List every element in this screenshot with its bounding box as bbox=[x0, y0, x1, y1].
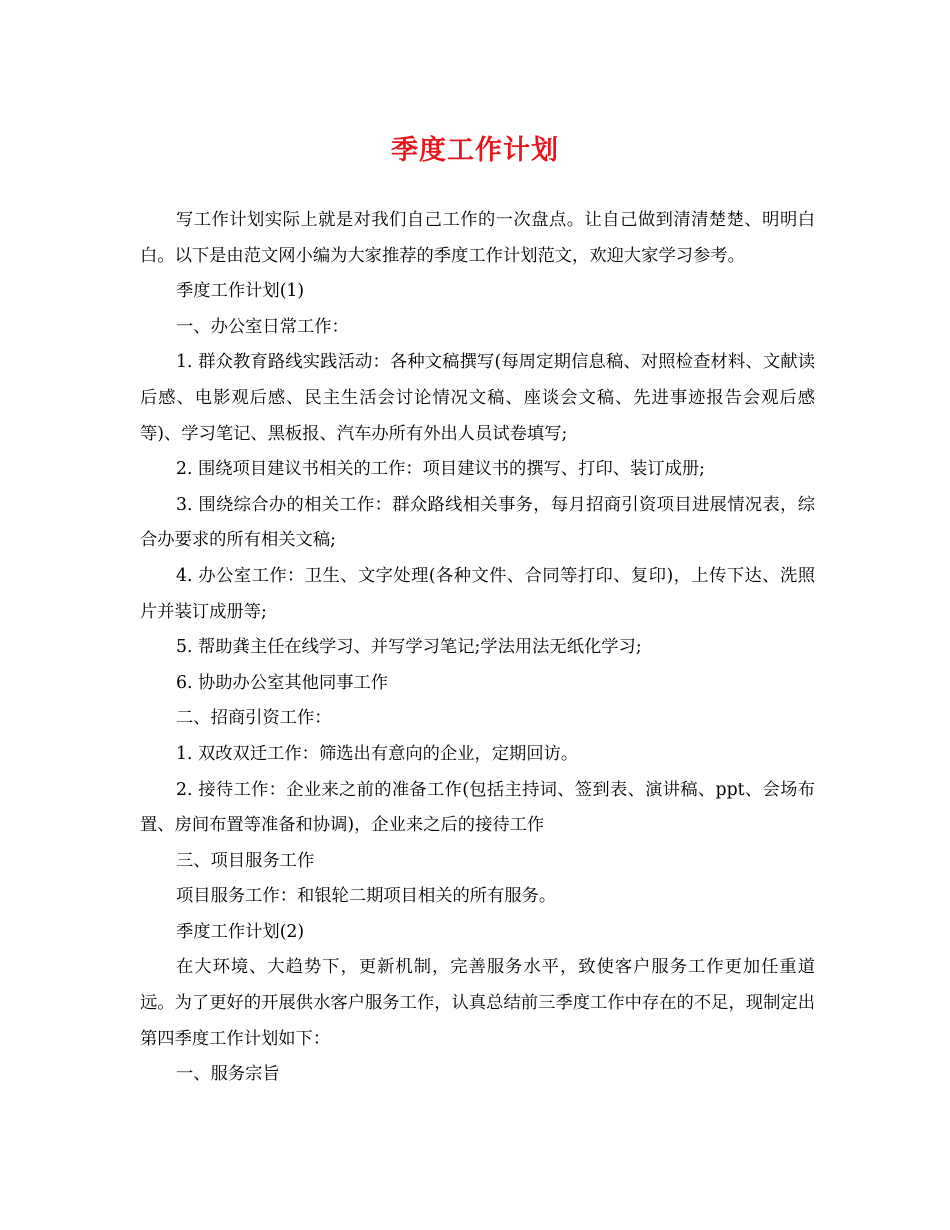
list-item: 6. 协助办公室其他同事工作 bbox=[176, 672, 389, 693]
subsection-heading-service-purpose: 一、服务宗旨 bbox=[176, 1064, 280, 1085]
document-body bbox=[140, 203, 815, 1093]
subsection-heading-investment: 二、招商引资工作： bbox=[176, 708, 332, 729]
list-item: 2. 围绕项目建议书相关的工作：项目建议书的撰写、打印、装订成册; bbox=[176, 459, 705, 480]
body-paragraph: 在大环境、大趋势下，更新机制，完善服务水平，致使客户服务工作更加任重道远。为了更好的开展供水客户服务工作，认真总结前三季度工作中存在的不足，现制定出第四季度工作计划如下： bbox=[140, 957, 815, 1049]
subsection-heading-office-work: 一、办公室日常工作： bbox=[176, 316, 349, 337]
intro-paragraph: 写工作计划实际上就是对我们自己工作的一次盘点。让自己做到清清楚楚、明明白白。以下是由范文网小编为大家推荐的季度工作计划范文，欢迎大家学习参考。 bbox=[140, 210, 815, 266]
body-paragraph: 项目服务工作：和银轮二期项目相关的所有服务。 bbox=[176, 886, 557, 907]
document-title: 季度工作计划 bbox=[391, 135, 559, 166]
section-heading-plan-2: 季度工作计划(2) bbox=[176, 921, 305, 942]
subsection-heading-project-service: 三、项目服务工作 bbox=[176, 850, 315, 871]
list-item: 5. 帮助龚主任在线学习、并写学习笔记;学法用法无纸化学习; bbox=[176, 637, 642, 658]
list-item: 1. 双改双迁工作：筛选出有意向的企业，定期回访。 bbox=[176, 743, 579, 764]
list-item: 2. 接待工作：企业来之前的准备工作(包括主持词、签到表、演讲稿、ppt、会场布置、房间布置等准备和协调)，企业来之后的接待工作 bbox=[140, 779, 815, 836]
list-item: 3. 围绕综合办的相关工作：群众路线相关事务，每月招商引资项目进展情况表，综合办要求的所有相关文稿; bbox=[140, 494, 815, 551]
list-item: 4. 办公室工作：卫生、文字处理(各种文件、合同等打印、复印)，上传下达、洗照片并装订成册等; bbox=[140, 565, 815, 622]
list-item: 1. 群众教育路线实践活动：各种文稿撰写(每周定期信息稿、对照检查材料、文献读后感、电影观后感、民主生活会讨论情况文稿、座谈会文稿、先进事迹报告会观后感等)、学习笔记、黑板报、汽车办所有外出人员试卷填写; bbox=[140, 352, 815, 444]
section-heading-plan-1: 季度工作计划(1) bbox=[176, 281, 305, 302]
